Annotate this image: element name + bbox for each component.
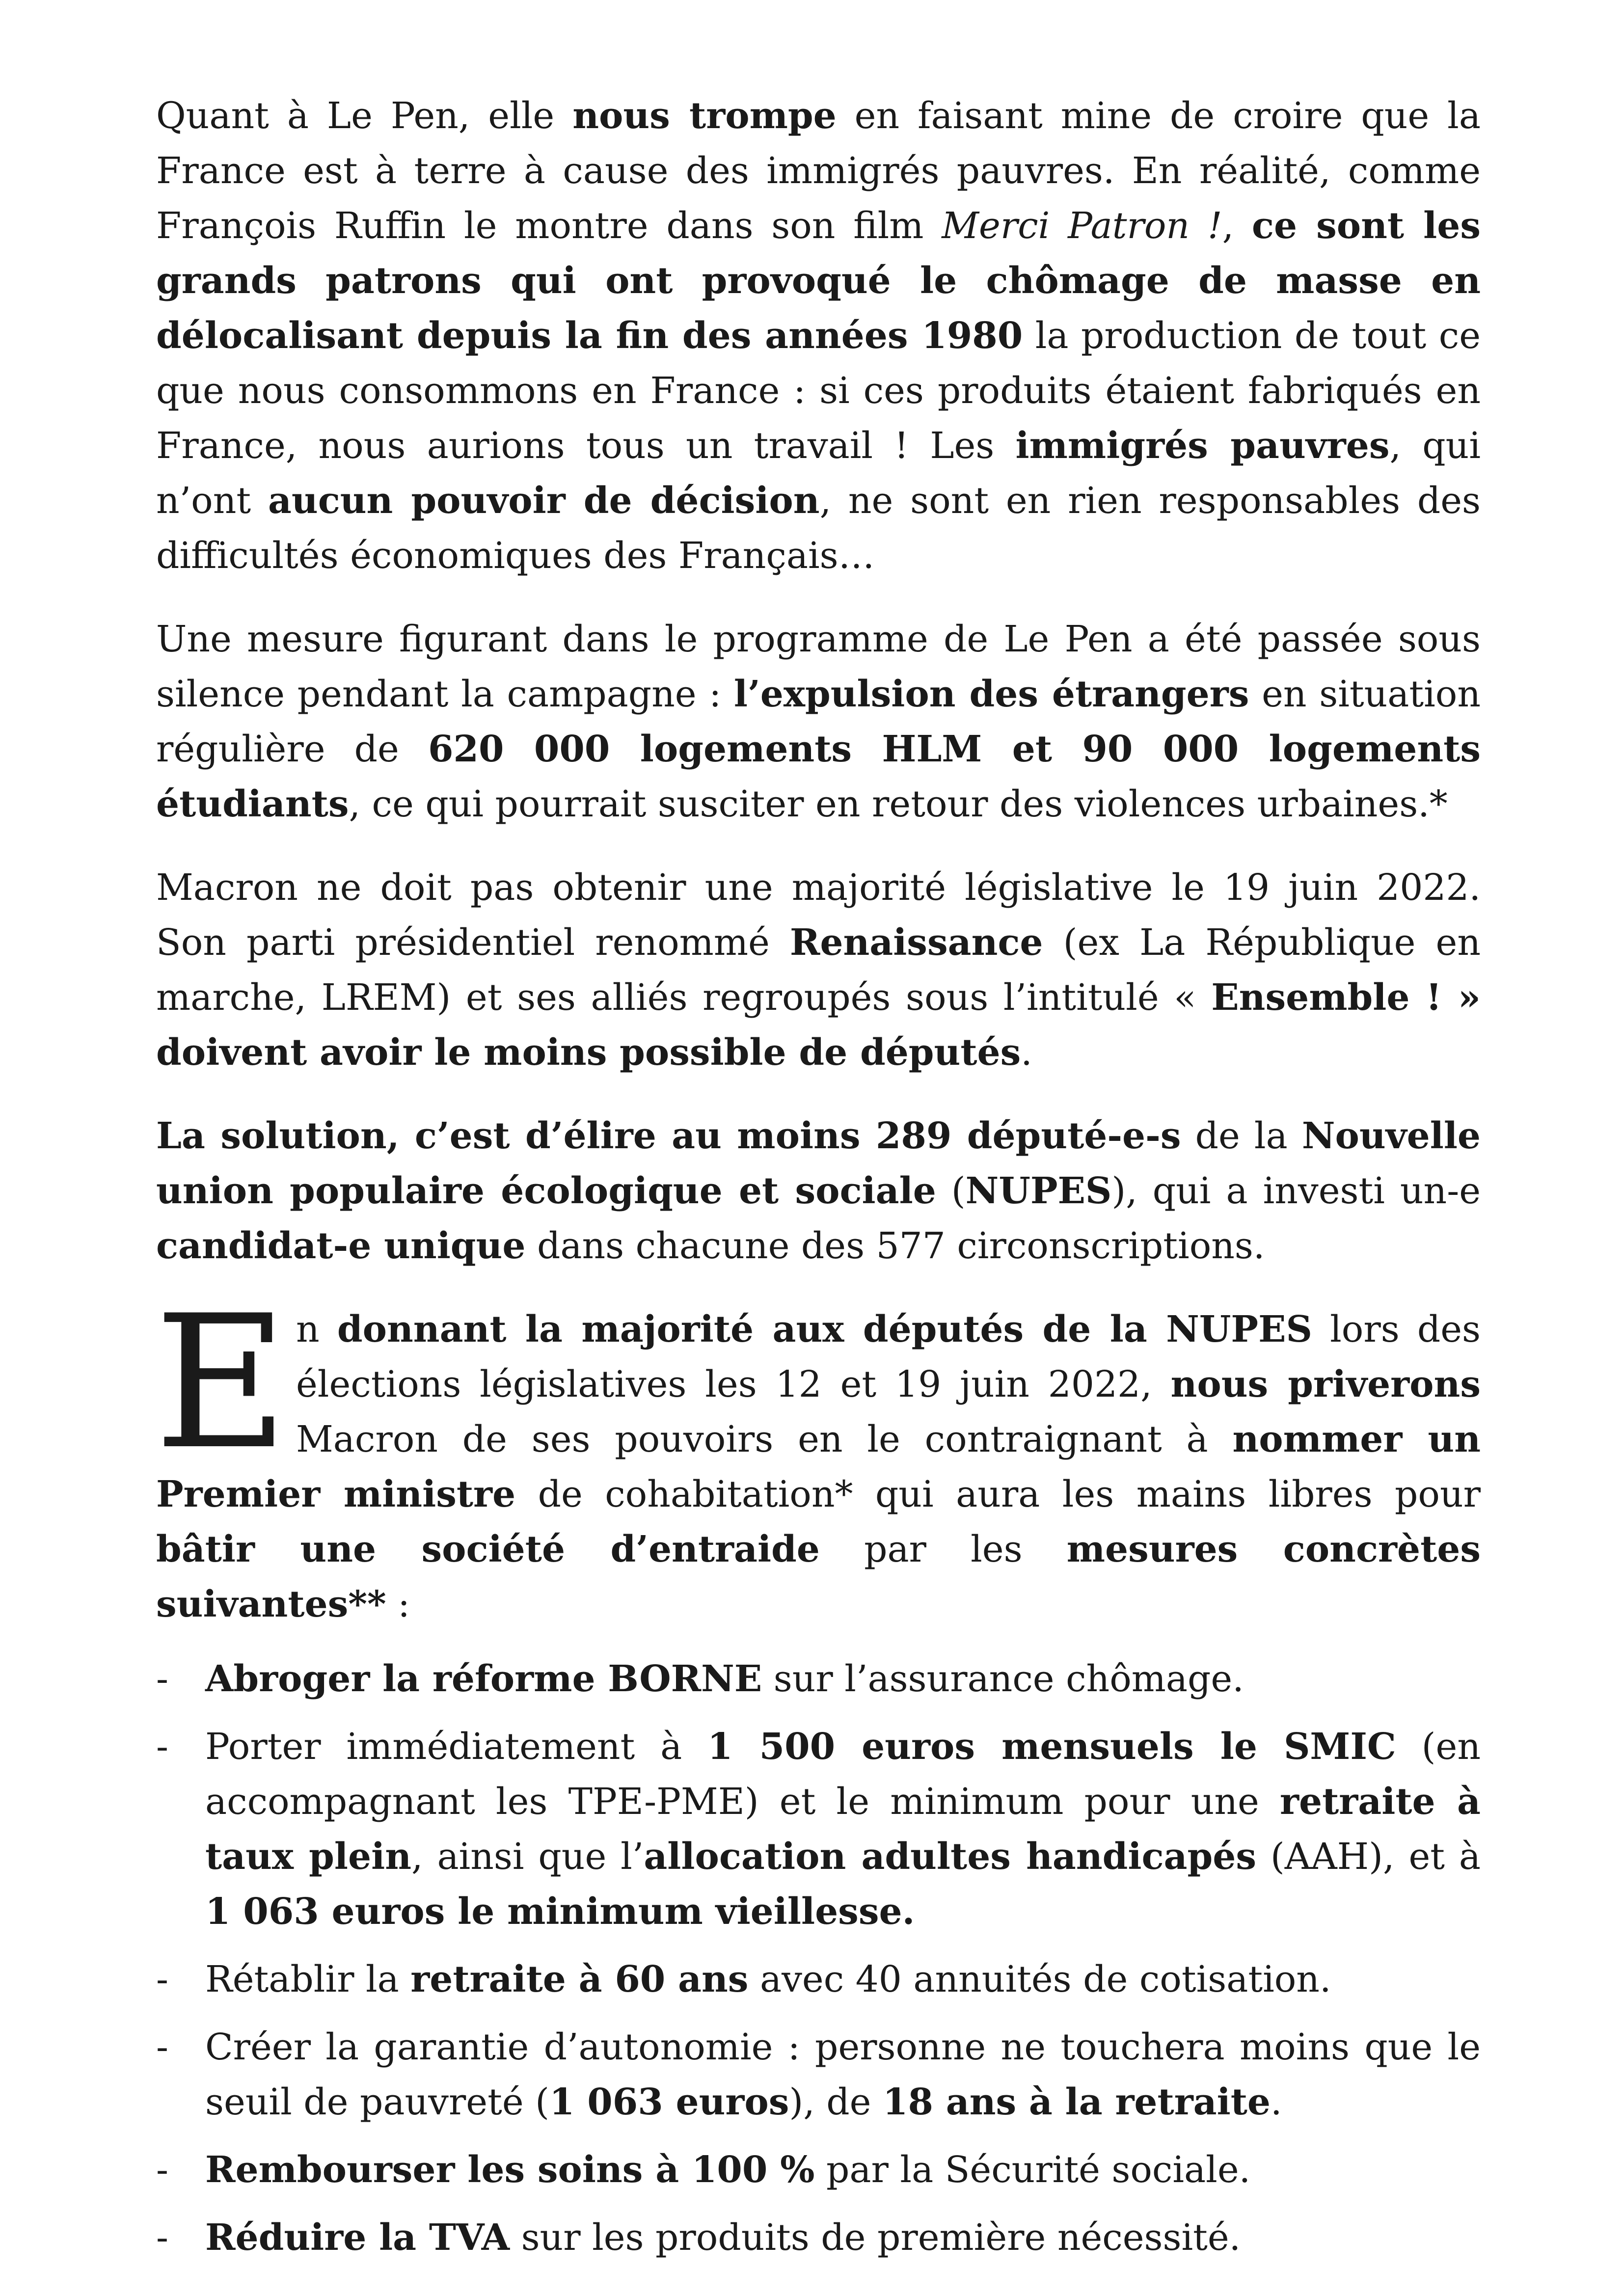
list-dash: - xyxy=(156,2026,169,2068)
paragraph-majority: En donnant la majorité aux députés de la NUPES lors des élections législatives les 12 et 19 juin 2022, nous priverons Macron de ses pouvoirs en le contraignant à nommer un Premier ministre de cohabitation* qui aura les mains libres pour bâtir une société d’entraide par les mesures concrètes suivantes** : xyxy=(154,1276,1481,1625)
measures-list xyxy=(156,1651,1481,2265)
list-item: - Rétablir la retraite à 60 ans avec 40 annuités de cotisation. xyxy=(156,1952,1481,2007)
paragraph-le-pen: Quant à Le Pen, elle nous trompe en faisant mine de croire que la France est à terre à cause des immigrés pauvres. En réalité, comme François Ruffin le montre dans son film Merci Patron !, ce sont les grands patrons qui ont provoqué le chômage de masse en délocalisant depuis la fin des années 1980 la production de tout ce que nous consommons en France : si ces produits étaient fabriqués en France, nous aurions tous un travail ! Les immigrés pauvres, qui n’ont aucun pouvoir de décision, ne sont en rien responsables des difficultés économiques des Français… xyxy=(156,95,1481,577)
paragraph-macron: Macron ne doit pas obtenir une majorité législative le 19 juin 2022. Son parti présidentiel renommé Renaissance (ex La République en marche, LREM) et ses alliés regroupés sous l’intitulé « Ensemble ! » doivent avoir le moins possible de députés. xyxy=(156,866,1481,1074)
document-page xyxy=(156,88,1481,2278)
list-item: - Rembourser les soins à 100 % par la Sécurité sociale. xyxy=(156,2142,1481,2197)
list-dash: - xyxy=(156,1958,169,2000)
list-item: - Créer la garantie d’autonomie : personne ne touchera moins que le seuil de pauvreté (1 063 euros), de 18 ans à la retraite. xyxy=(156,2020,1481,2130)
list-dash: - xyxy=(156,1658,169,1700)
list-dash: - xyxy=(156,2149,169,2191)
list-item: - Porter immédiatement à 1 500 euros mensuels le SMIC (en accompagnant les TPE-PME) et le minimum pour une retraite à taux plein, ainsi que l’allocation adultes handicapés (AAH), et à 1 063 euros le minimum vieillesse. xyxy=(156,1719,1481,1939)
paragraph-expulsion: Une mesure figurant dans le programme de Le Pen a été passée sous silence pendant la campagne : l’expulsion des étrangers en situation régulière de 620 000 logements HLM et 90 000 logements étudiants, ce qui pourrait susciter en retour des violences urbaines.* xyxy=(156,618,1481,825)
list-item: - Abroger la réforme BORNE sur l’assurance chômage. xyxy=(156,1651,1481,1706)
film-title: Merci Patron ! xyxy=(942,205,1222,247)
list-item: - Réduire la TVA sur les produits de première nécessité. xyxy=(156,2210,1481,2265)
list-dash: - xyxy=(156,2216,169,2259)
drop-cap: E xyxy=(154,1276,289,1490)
paragraph-solution: La solution, c’est d’élire au moins 289 député-e-s de la Nouvelle union populaire écologique et sociale (NUPES), qui a investi un-e candidat-e unique dans chacune des 577 circonscriptions. xyxy=(156,1115,1481,1267)
list-dash: - xyxy=(156,1726,169,1768)
